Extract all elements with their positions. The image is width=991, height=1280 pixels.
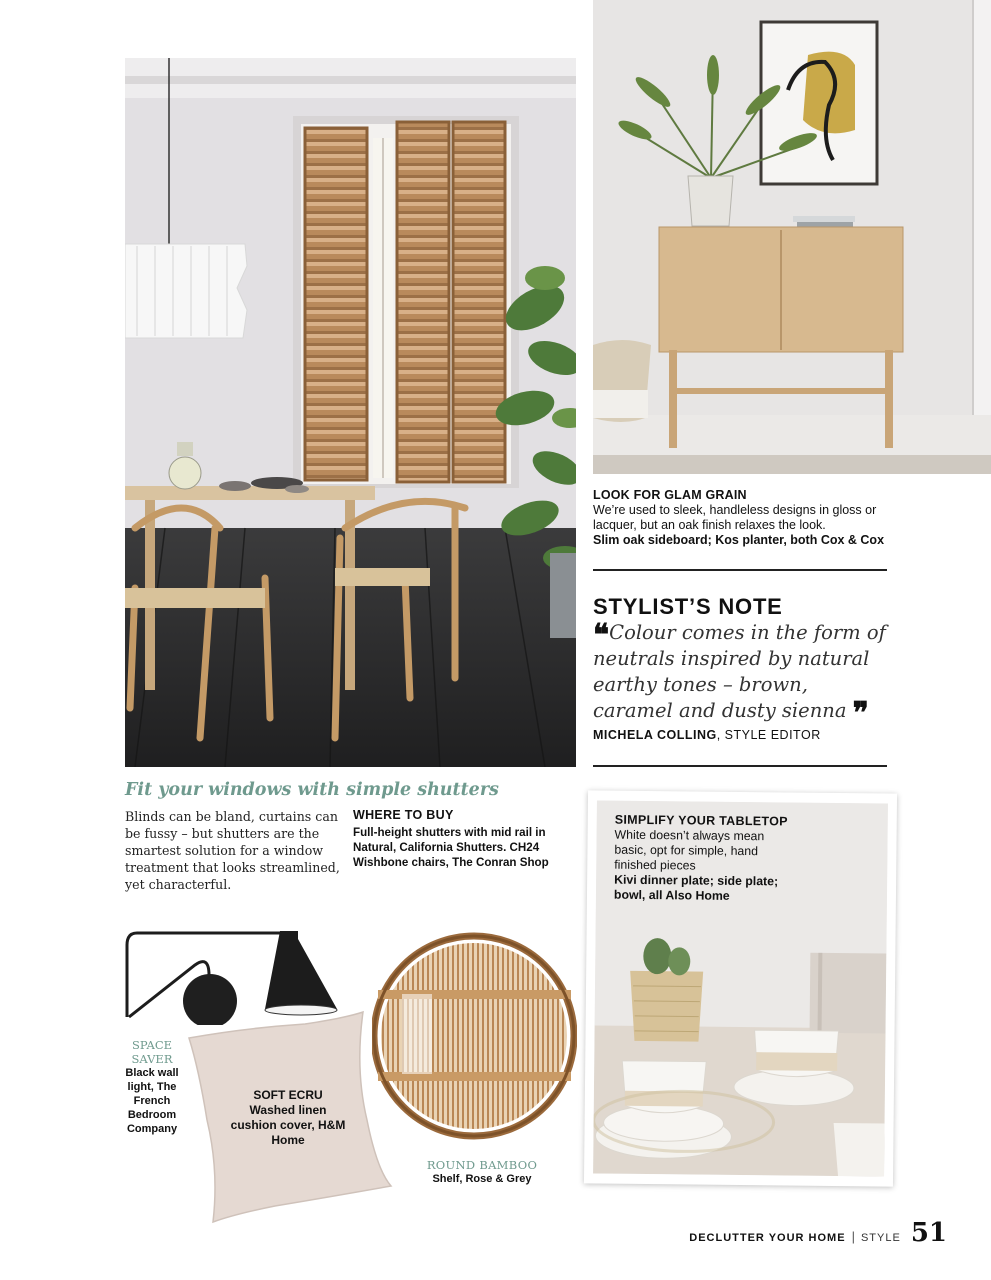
dining-room-photo <box>125 58 576 767</box>
space-saver-desc: Black wall light, The French Bedroom Company <box>125 1067 179 1135</box>
glam-grain-credit: Slim oak sideboard; Kos planter, both Cox & Cox <box>593 533 885 547</box>
divider-top <box>593 569 887 571</box>
glam-grain-heading: LOOK FOR GLAM GRAIN <box>593 488 747 502</box>
sideboard-photo <box>593 0 991 474</box>
tabletop-caption <box>614 813 790 905</box>
shelf-name: ROUND BAMBOO <box>426 1158 538 1172</box>
stylist-note-heading: STYLIST’S NOTE <box>593 594 783 619</box>
stylist-quote <box>593 618 893 731</box>
tabletop-photo <box>593 800 888 1176</box>
shelf-desc: Shelf, Rose & Grey <box>432 1173 532 1185</box>
divider-bottom <box>593 765 887 767</box>
where-to-buy-heading: WHERE TO BUY <box>353 808 454 822</box>
stylist-name: MICHELA COLLING <box>593 728 717 742</box>
tabletop-heading: SIMPLIFY YOUR TABLETOP <box>614 812 788 829</box>
cushion-name: SOFT ECRU <box>253 1088 323 1102</box>
shutters-title: Fit your windows with simple shutters <box>125 780 499 800</box>
cushion-caption <box>228 1088 348 1148</box>
sideboard-illustration <box>593 0 991 474</box>
shutters-body: Blinds can be bland, curtains can be fussy – but shutters are the smartest solution for a window treatment that looks streamlined, yet characterful. <box>125 809 340 892</box>
stylist-role: , STYLE EDITOR <box>716 728 821 742</box>
glam-grain-caption <box>593 488 893 548</box>
footer-category: STYLE <box>860 1232 901 1244</box>
tabletop-photo-frame <box>584 790 897 1186</box>
space-saver-name: SPACE SAVER <box>131 1038 173 1066</box>
tabletop-body: White doesn’t always mean basic, opt for simple, hand finished pieces <box>614 827 765 873</box>
cushion-desc: Washed linen cushion cover, H&M Home <box>230 1103 346 1147</box>
shelf-caption <box>392 1158 572 1186</box>
close-quote-mark: ❞ <box>852 696 869 731</box>
page-footer <box>689 1218 947 1248</box>
glam-grain-body: We’re used to sleek, handleless designs in gloss or lacquer, but an oak finish relaxes the look. <box>593 503 877 532</box>
stylist-credit <box>593 728 821 742</box>
footer-section-title: DECLUTTER YOUR HOME <box>689 1232 846 1244</box>
open-quote-mark: ❝ <box>593 618 610 653</box>
space-saver-caption <box>112 1038 192 1136</box>
page-number: 51 <box>910 1218 947 1248</box>
where-to-buy-body: Full-height shutters with mid rail in Natural, California Shutters. CH24 Wishbone chairs, The Conran Shop <box>353 826 549 869</box>
tabletop-credit: Kivi dinner plate; side plate; bowl, all Also Home <box>613 872 779 903</box>
bamboo-shelf-image <box>372 928 577 1148</box>
dining-room-illustration <box>125 58 576 767</box>
stylist-quote-text: Colour comes in the form of neutrals inspired by natural earthy tones – brown, caramel and dusty sienna <box>593 621 886 722</box>
footer-separator: | <box>851 1229 855 1244</box>
